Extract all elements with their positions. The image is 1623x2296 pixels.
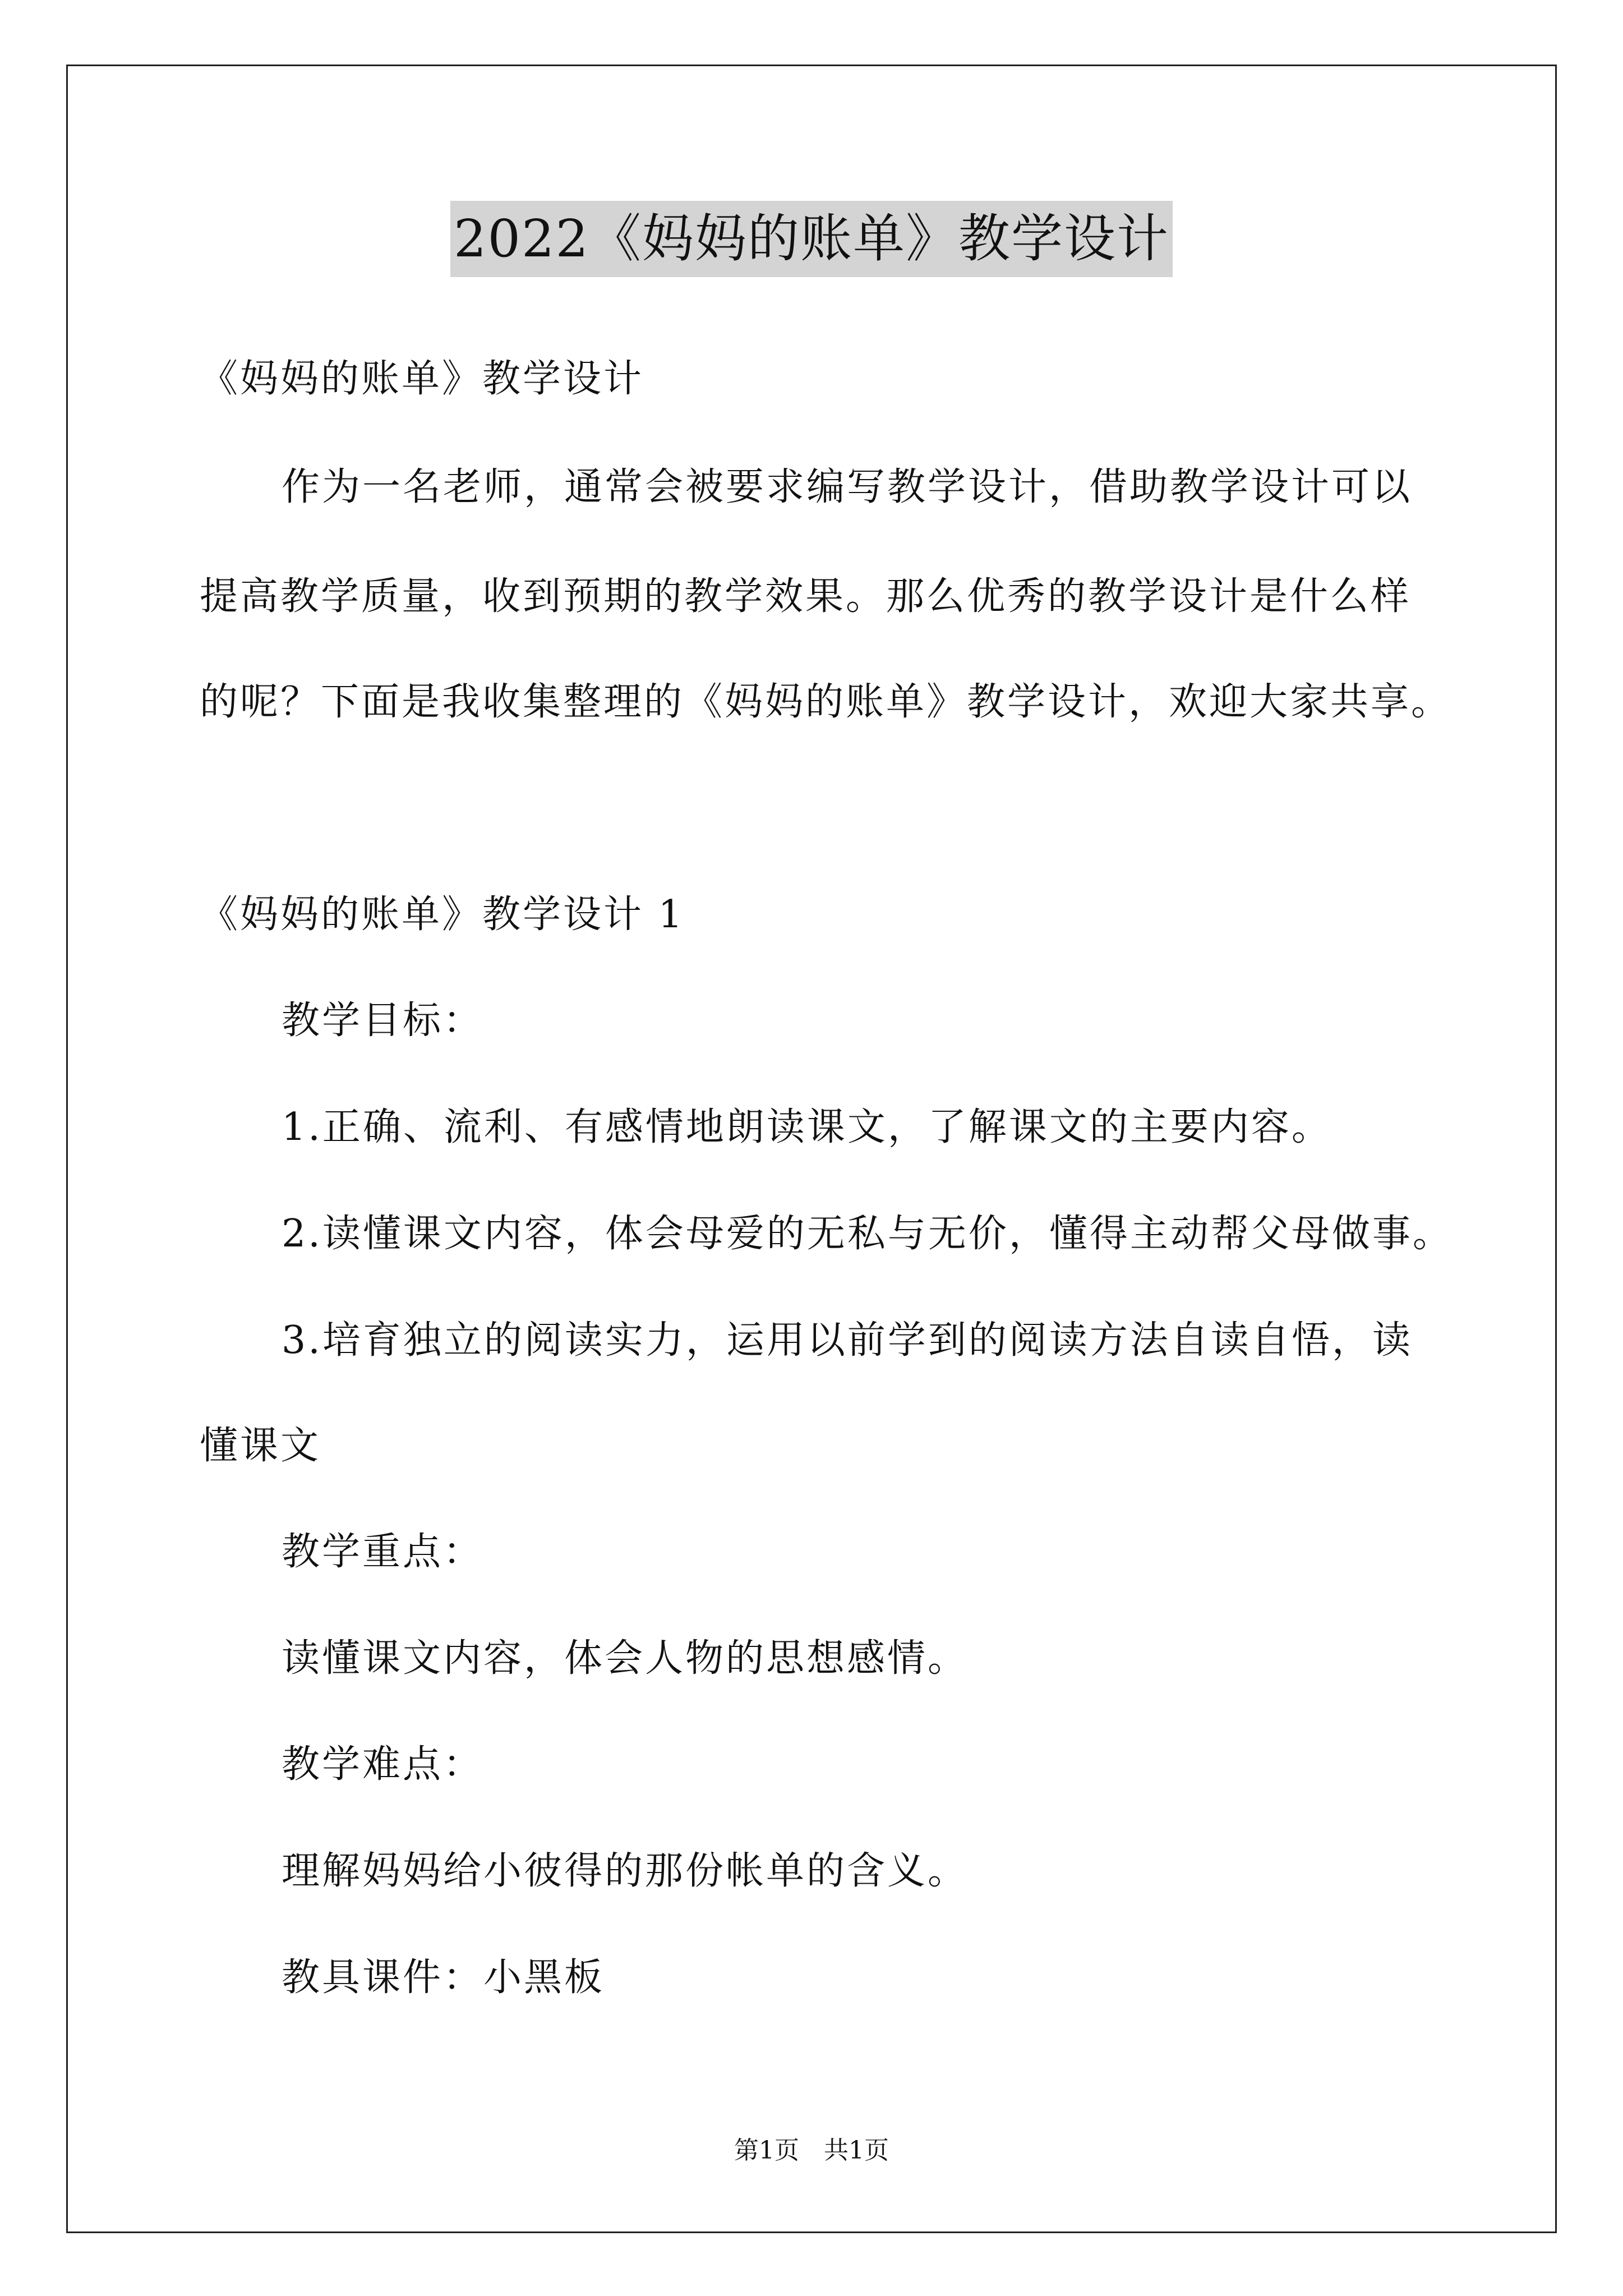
difficulty-heading: 教学难点： xyxy=(282,1742,484,1787)
document-title: 2022《妈妈的账单》教学设计 xyxy=(450,201,1173,277)
goals-heading: 教学目标： xyxy=(282,999,484,1043)
intro-line-2: 提高教学质量，收到预期的教学效果。那么优秀的教学设计是什么样 xyxy=(200,574,1412,619)
document-title-container xyxy=(0,201,1623,277)
goal-item-2: 2.读懂课文内容，体会母爱的无私与无价，懂得主动帮父母做事。 xyxy=(282,1212,1453,1256)
page-footer: 第1页 共1页 xyxy=(734,2136,889,2165)
key-points-heading: 教学重点： xyxy=(282,1530,484,1574)
goal-item-3-continued: 懂课文 xyxy=(200,1424,321,1468)
key-points-text: 读懂课文内容，体会人物的思想感情。 xyxy=(282,1636,969,1681)
subtitle: 《妈妈的账单》教学设计 xyxy=(200,357,644,401)
difficulty-text: 理解妈妈给小彼得的那份帐单的含义。 xyxy=(282,1849,969,1893)
intro-line-3: 的呢？下面是我收集整理的《妈妈的账单》教学设计，欢迎大家共享。 xyxy=(200,680,1452,724)
teaching-tools: 教具课件：小黑板 xyxy=(282,1955,605,2000)
goal-item-1: 1.正确、流利、有感情地朗读课文，了解课文的主要内容。 xyxy=(282,1105,1332,1149)
intro-line-1: 作为一名老师，通常会被要求编写教学设计，借助教学设计可以 xyxy=(282,465,1413,509)
goal-item-3: 3.培育独立的阅读实力，运用以前学到的阅读方法自读自悟，读 xyxy=(282,1318,1413,1363)
section-title: 《妈妈的账单》教学设计 1 xyxy=(200,892,685,937)
